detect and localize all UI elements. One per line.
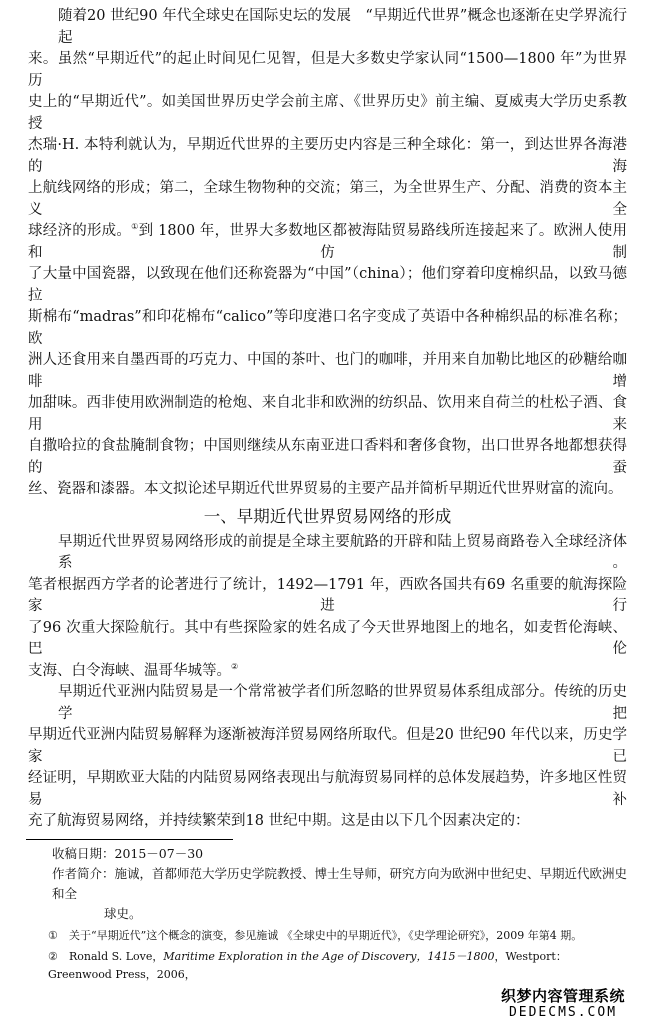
footnote-ref-2[interactable]: ② <box>231 661 239 671</box>
author-bio: 作者简介：施诚，首都师范大学历史学院教授、博士生导师，研究方向为欧洲中世纪史、早期近代欧洲史和全 <box>52 865 628 901</box>
text-fragment: 球经济的形成。 <box>28 223 132 239</box>
author-bio-cont: 球史。 <box>104 905 142 921</box>
footnote-1 <box>28 927 627 945</box>
text-line: 经证明，早期欧亚大陆的内陆贸易网络表现出与航海贸易同样的总体发展趋势，许多地区性贸易补 <box>28 770 627 808</box>
section-heading: 一、早期近代世界贸易网络的形成 <box>203 506 452 526</box>
footnote-number: ② <box>48 949 58 963</box>
text-line: 杰瑞·H. 本特利就认为，早期近代世界的主要历史内容是三种全球化：第一，到达世界各海港的海 <box>28 137 627 175</box>
watermark-url: DEDECMS.COM <box>508 1004 618 1020</box>
text-line: 笔者根据西方学者的论著进行了统计，1492—1791 年，西欧各国共有69 名重要的航海探险家进行 <box>28 576 627 614</box>
text-line: 斯棉布“madras”和印花棉布“calico”等印度港口名字变成了英语中各种棉织品的标准名称；欧 <box>28 309 627 347</box>
footnote-text: Ronald S. Love， <box>69 949 164 963</box>
text-line <box>28 661 627 683</box>
footnote-text: 关于“早期近代”这个概念的演变，参见施诚 《全球史中的早期近代》，《史学理论研究》，2009 年第4 期。 <box>69 928 583 942</box>
text-line: 了96 次重大探险航行。其中有些探险家的姓名成了今天世界地图上的地名，如麦哲伦海峡、巴伦 <box>28 619 627 657</box>
watermark-logo <box>499 986 627 1022</box>
footnote-2 <box>28 948 627 984</box>
article-intro <box>28 6 627 501</box>
text-fragment: 支海、白令海峡、温哥华城等。 <box>28 662 231 679</box>
footnote-ref-1[interactable]: ① <box>131 222 139 231</box>
received-date: 收稿日期：2015－07－30 <box>52 845 204 861</box>
text-line: 史上的“早期近代”。如美国世界历史学会前主席、《世界历史》前主编、夏威夷大学历史系教授 <box>28 94 627 132</box>
footnote-text: ，Westport：Greenwood Press，2006， <box>48 949 567 981</box>
text-line: 洲人还食用来自墨西哥的巧克力、中国的茶叶、也门的咖啡，并用来自加勒比地区的砂糖给咖啡增 <box>28 352 627 390</box>
text-line: 上航线网络的形成；第二，全球生物物种的交流；第三，为全世界生产、分配、消费的资本主义全 <box>28 180 627 218</box>
section-paragraph-2 <box>28 682 627 833</box>
text-line: 丝、瓷器和漆器。本文拟论述早期近代世界贸易的主要产品并简析早期近代世界财富的流向。 <box>28 481 623 497</box>
section-paragraph-1 <box>28 532 627 683</box>
watermark-row <box>28 986 627 1022</box>
text-line: 了大量中国瓷器，以致现在他们还称瓷器为“中国”（china）；他们穿着印度棉织品，以致马德拉 <box>28 266 627 304</box>
text-line: 早期近代亚洲内陆贸易解释为逐渐被海洋贸易网络所取代。但是20 世纪90 年代以来，历史学家已 <box>28 727 627 765</box>
text-line: 充了航海贸易网络，并持续繁荣到18 世纪中期。这是由以下几个因素决定的： <box>28 813 530 829</box>
text-line: 来。虽然“早期近代”的起止时间见仁见智，但是大多数史学家认同“1500—1800 年”为世界历 <box>28 51 627 89</box>
book-title: Maritime Exploration in the Age of Discovery，1415－1800 <box>163 949 495 963</box>
text-line: 自撒哈拉的食盐腌制食物；中国则继续从东南亚进口香料和奢侈食物，出口世界各地都想获得的蚕 <box>28 438 627 476</box>
text-line <box>28 221 627 264</box>
footnote-divider <box>26 839 233 840</box>
footnote-number: ① <box>48 928 58 942</box>
text-fragment: 到 1800 年，世界大多数地区都被海陆贸易路线所连接起来了。欧洲人使用和仿制 <box>28 223 628 261</box>
text-line: 加甜味。西非使用欧洲制造的枪炮、来自北非和欧洲的纺织品、饮用来自荷兰的杜松子酒、食用来 <box>28 395 627 433</box>
text-line: 早期近代亚洲内陆贸易是一个常常被学者们所忽略的世界贸易体系组成部分。传统的历史学把 <box>58 684 627 722</box>
text-line: 随着20 世纪90 年代全球史在国际史坛的发展 “早期近代世界”概念也逐渐在史学界流行起 <box>58 8 627 46</box>
watermark-text: 织梦内容管理系统 <box>500 986 625 1005</box>
text-line: 早期近代世界贸易网络形成的前提是全球主要航路的开辟和陆上贸易商路卷入全球经济体系。 <box>58 533 627 571</box>
